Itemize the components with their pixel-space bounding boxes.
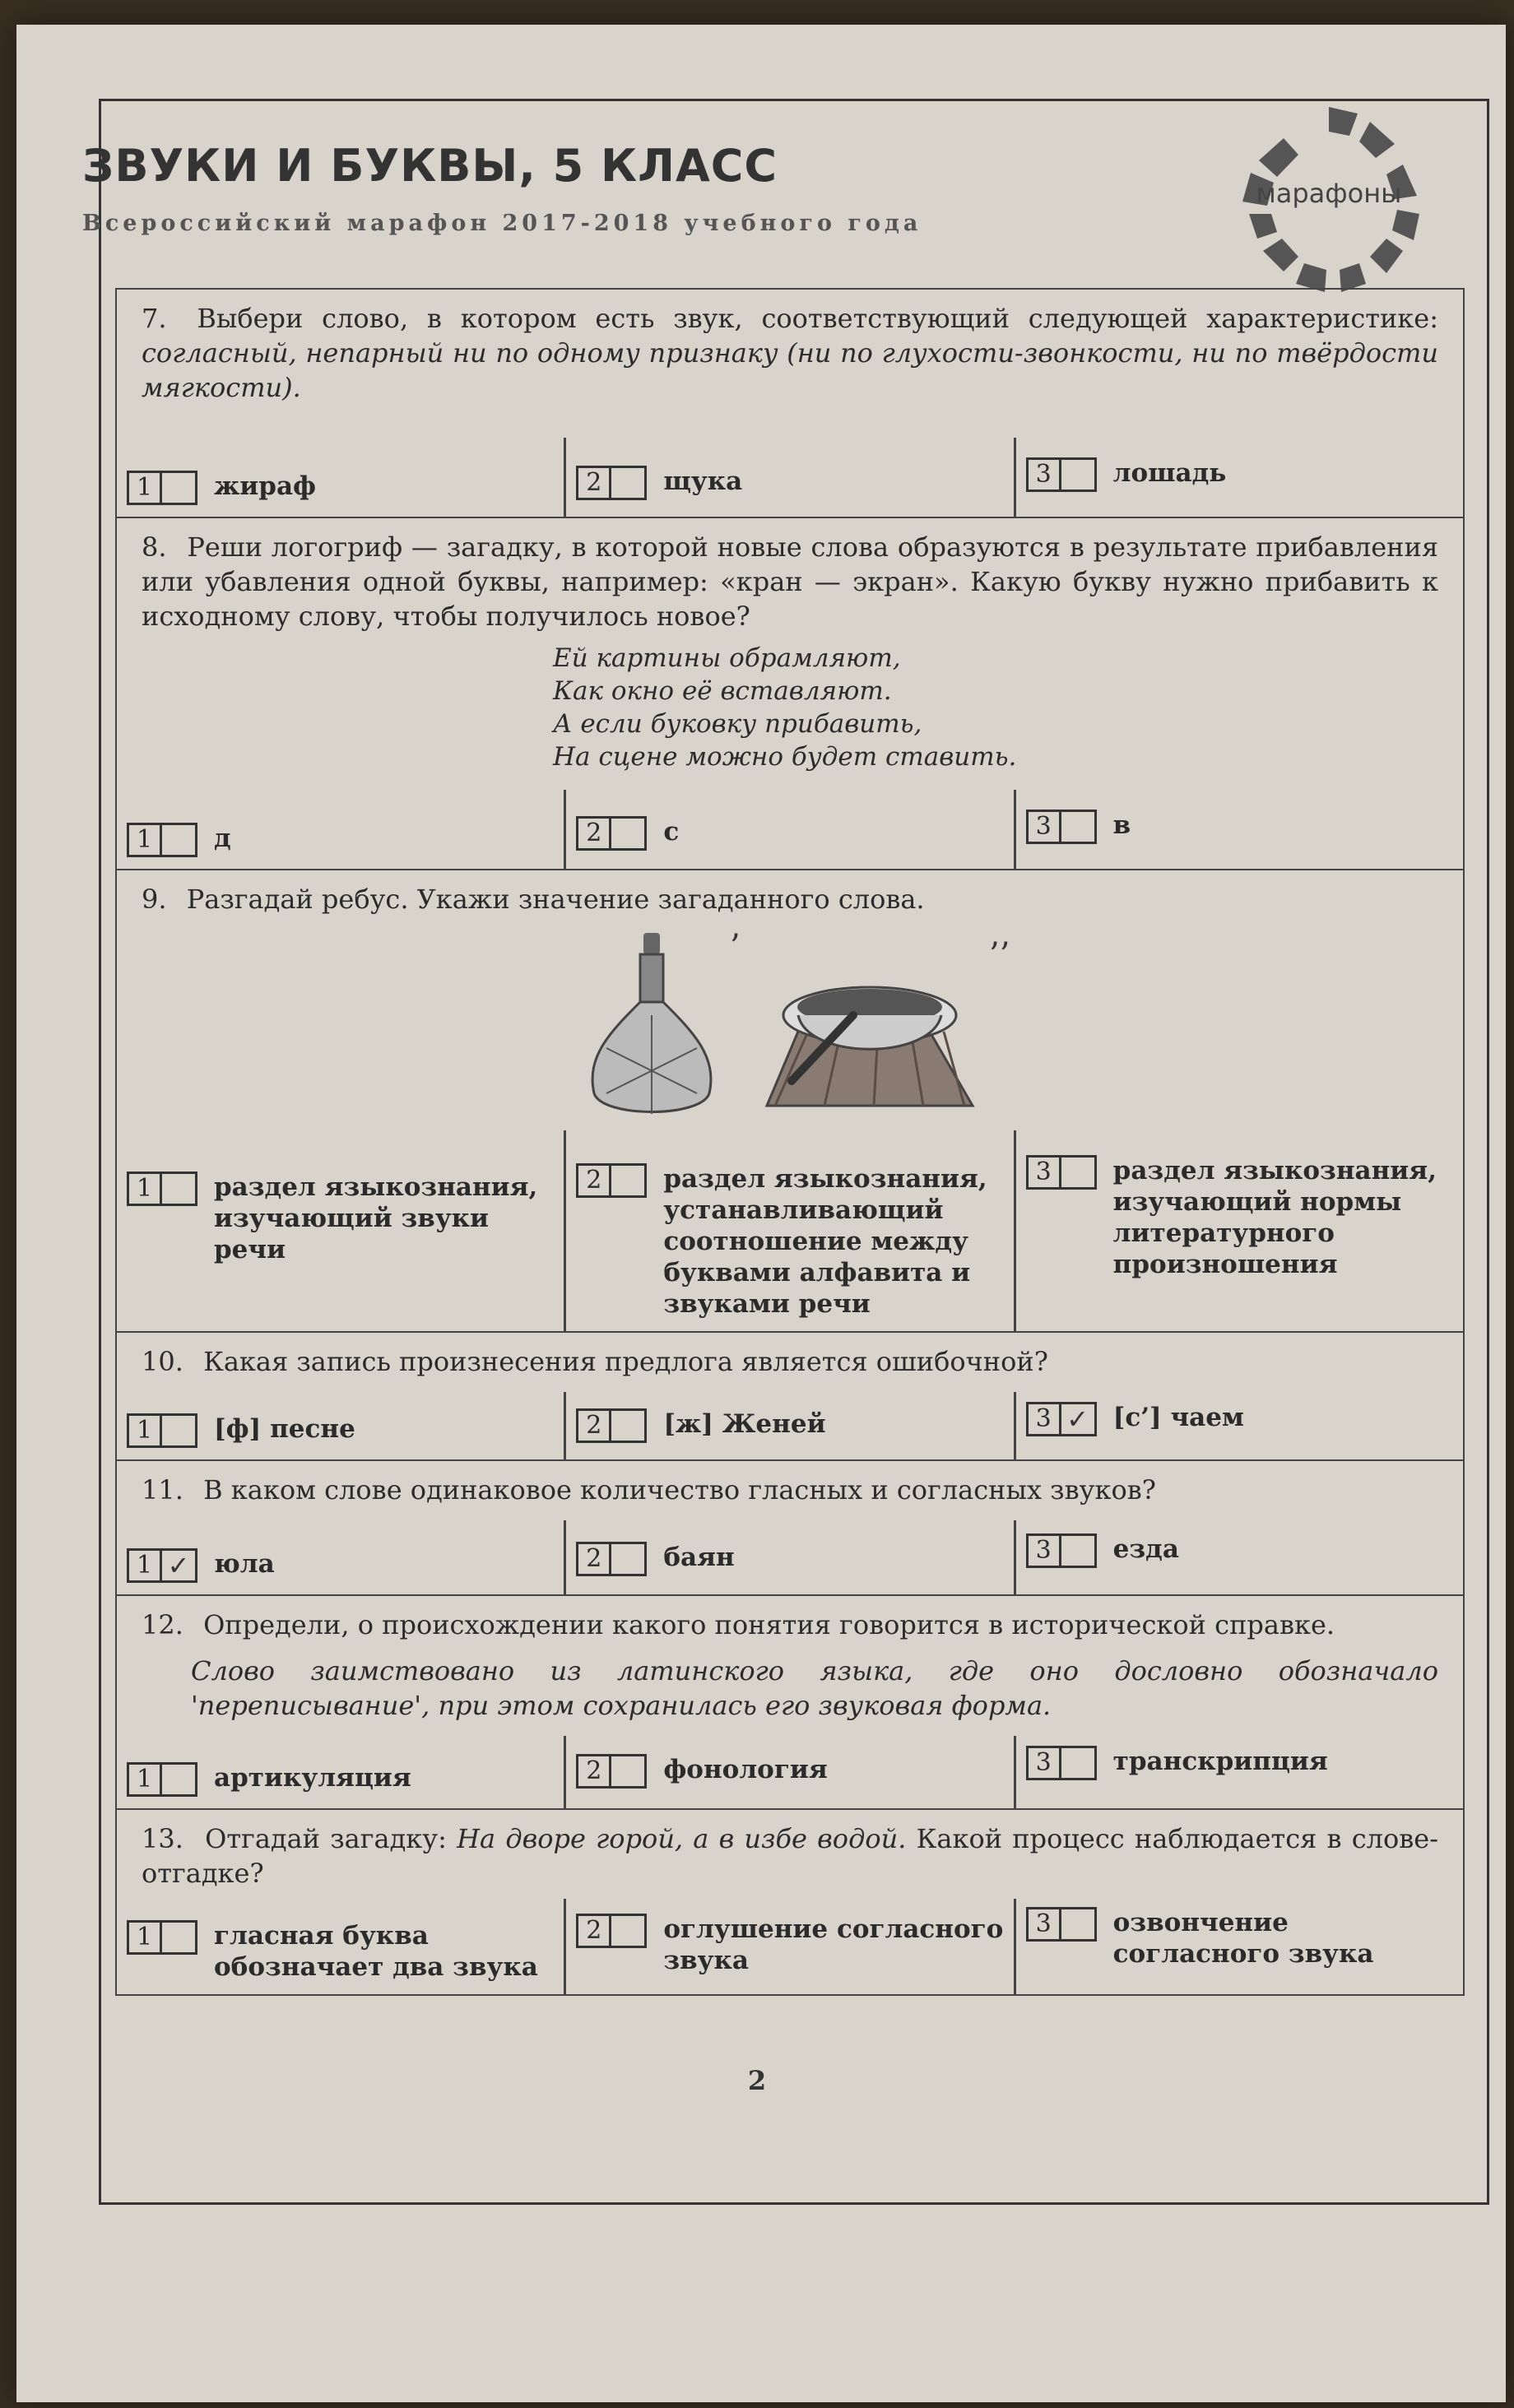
option-number: 3 xyxy=(1029,1748,1061,1778)
answer-option[interactable] xyxy=(117,790,564,869)
poem-line: Ей картины обрамляют, xyxy=(553,643,901,673)
option-label: лошадь xyxy=(1112,458,1227,488)
task-13 xyxy=(115,1808,1465,1996)
riddle-poem xyxy=(117,642,1463,773)
option-label: транскрипция xyxy=(1112,1747,1328,1776)
answer-checkbox[interactable] xyxy=(576,1754,647,1789)
option-number: 2 xyxy=(578,819,611,848)
check-mark xyxy=(611,1411,644,1441)
task-number: 11. xyxy=(142,1474,183,1506)
option-number: 1 xyxy=(129,825,162,855)
task-10 xyxy=(115,1331,1465,1459)
rebus-illustration xyxy=(117,916,1466,1130)
task-text: Выбери слово, в котором есть звук, соответствующий следующей характеристике: xyxy=(197,303,1439,334)
poem-line: А если буковку прибавить, xyxy=(553,709,922,739)
task-number: 8. xyxy=(142,531,167,563)
task-question xyxy=(117,518,1463,633)
answer-option[interactable] xyxy=(117,1520,564,1594)
page-subtitle: Всероссийский марафон 2017-2018 учебного года xyxy=(82,211,922,236)
option-number: 2 xyxy=(578,468,611,498)
option-label: [ж] Женей xyxy=(663,1409,826,1439)
task-question xyxy=(117,1461,1463,1507)
riddle-text: На дворе горой, а в избе водой. xyxy=(457,1823,907,1854)
answer-options xyxy=(117,1736,1463,1808)
option-label: езда xyxy=(1112,1534,1179,1564)
answer-checkbox[interactable] xyxy=(576,466,647,500)
answer-checkbox[interactable] xyxy=(1026,1155,1097,1190)
answer-checkbox[interactable] xyxy=(576,1408,647,1443)
task-number: 13. xyxy=(142,1823,183,1854)
answer-option[interactable] xyxy=(564,790,1013,869)
check-mark xyxy=(1061,1158,1094,1187)
task-text: Разгадай ребус. Укажи значение загаданного слова. xyxy=(186,884,925,915)
check-mark-icon: ✓ xyxy=(167,1550,190,1581)
answer-options xyxy=(117,790,1463,869)
answer-checkbox[interactable] xyxy=(1026,1402,1097,1436)
task-8 xyxy=(115,517,1465,869)
answer-option[interactable] xyxy=(564,1130,1013,1331)
option-number: 1 xyxy=(129,1923,162,1952)
check-mark xyxy=(611,1544,644,1574)
task-question xyxy=(117,1596,1463,1642)
task-text: В каком слове одинаковое количество гласных и согласных звуков? xyxy=(203,1474,1156,1506)
option-label: баян xyxy=(663,1543,735,1572)
answer-options xyxy=(117,1520,1463,1594)
task-text: Определи, о происхождении какого понятия говорится в исторической справке. xyxy=(203,1609,1335,1640)
check-mark-icon: ✓ xyxy=(1066,1404,1089,1435)
task-number: 7. xyxy=(142,303,167,334)
answer-options xyxy=(117,1899,1463,1994)
poem-line: На сцене можно будет ставить. xyxy=(553,742,1017,772)
check-mark xyxy=(611,819,644,848)
answer-checkbox[interactable] xyxy=(127,1172,197,1206)
answer-checkbox[interactable] xyxy=(1026,810,1097,844)
option-number: 3 xyxy=(1029,1404,1061,1434)
answer-option[interactable] xyxy=(117,1392,564,1459)
option-label: раздел языкознания, устанавливающий соотношение между буквами алфавита и звуками речи xyxy=(663,1164,987,1319)
option-label: в xyxy=(1112,810,1131,840)
option-number: 2 xyxy=(578,1544,611,1574)
answer-options xyxy=(117,1130,1463,1331)
task-number: 9. xyxy=(142,884,167,915)
option-label: оглушение согласного звука xyxy=(663,1914,1004,1975)
historical-note: Слово заимствовано из латинского языка, где оно дословно обозначало 'переписывание', при этом сохранилась его звуковая форма. xyxy=(191,1655,1438,1721)
task-number: 10. xyxy=(142,1346,183,1377)
answer-option[interactable] xyxy=(117,1899,564,1994)
check-mark xyxy=(162,825,195,855)
answer-checkbox[interactable] xyxy=(127,471,197,505)
rebus-picture xyxy=(117,916,1463,1130)
option-number: 1 xyxy=(129,473,162,503)
check-mark xyxy=(162,473,195,503)
answer-checkbox[interactable] xyxy=(576,1163,647,1198)
rebus-comma-mark: ’ xyxy=(730,928,741,966)
check-mark xyxy=(1061,1536,1094,1566)
option-label: раздел языкознания, изучающий звуки речи xyxy=(214,1172,538,1264)
answer-option[interactable] xyxy=(117,438,564,517)
option-number: 3 xyxy=(1029,460,1061,489)
option-label: озвончение согласного звука xyxy=(1112,1908,1374,1969)
check-mark xyxy=(162,1765,195,1794)
answer-checkbox[interactable] xyxy=(1026,1907,1097,1942)
task-text: Отгадай загадку: xyxy=(205,1823,447,1854)
answer-option[interactable] xyxy=(564,1392,1013,1459)
option-number: 3 xyxy=(1029,1158,1061,1187)
option-number: 3 xyxy=(1029,1536,1061,1566)
task-text: Реши логогриф — загадку, в которой новые слова образуются в результате прибавления или убавления одной буквы, например: «кран — экран». Какую букву нужно прибавить к исходному слову, чтобы получилось новое? xyxy=(142,531,1439,632)
option-number: 3 xyxy=(1029,812,1061,842)
option-label: д xyxy=(214,824,231,853)
marathon-logo xyxy=(1226,99,1432,304)
answer-checkbox[interactable] xyxy=(576,1542,647,1576)
page-header xyxy=(82,140,1399,280)
option-label: артикуляция xyxy=(214,1763,411,1793)
answer-checkbox[interactable] xyxy=(1026,1533,1097,1568)
task-7 xyxy=(115,288,1465,517)
bowl-of-grain-icon xyxy=(767,987,973,1106)
option-number: 1 xyxy=(129,1765,162,1794)
option-label: [с’] чаем xyxy=(1112,1403,1244,1432)
answer-option[interactable] xyxy=(1014,1392,1463,1459)
answer-option[interactable] xyxy=(564,1899,1013,1994)
option-label: с xyxy=(663,817,680,847)
task-text: Какая запись произнесения предлога является ошибочной? xyxy=(203,1346,1048,1377)
check-mark xyxy=(1061,1909,1094,1939)
answer-option[interactable] xyxy=(1014,438,1463,517)
rebus-double-comma-mark: ’’ xyxy=(989,936,1010,974)
answer-option[interactable] xyxy=(564,1520,1013,1594)
page-title: ЗВУКИ И БУКВЫ, 5 КЛАСС xyxy=(82,140,778,192)
check-mark xyxy=(1061,812,1094,842)
answer-option[interactable] xyxy=(564,438,1013,517)
option-number: 1 xyxy=(129,1174,162,1204)
option-number: 2 xyxy=(578,1916,611,1946)
check-mark xyxy=(162,1416,195,1445)
option-number: 1 xyxy=(129,1551,162,1580)
decanter-icon xyxy=(592,933,711,1114)
answer-option[interactable] xyxy=(1014,1520,1463,1594)
option-number: 2 xyxy=(578,1756,611,1786)
answer-option[interactable] xyxy=(1014,790,1463,869)
task-number: 12. xyxy=(142,1609,183,1640)
check-mark xyxy=(162,1174,195,1204)
task-text-italic: согласный, непарный ни по одному признаку (ни по глухости-звонкости, ни по твёрдости мягкости). xyxy=(142,337,1438,403)
answer-option[interactable] xyxy=(117,1130,564,1331)
answer-option[interactable] xyxy=(117,1736,564,1808)
option-number: 2 xyxy=(578,1411,611,1441)
task-question xyxy=(117,1333,1463,1379)
task-question xyxy=(117,1810,1463,1891)
answer-checkbox[interactable] xyxy=(1026,457,1097,492)
tasks-list xyxy=(115,288,1465,1996)
answer-option[interactable] xyxy=(1014,1736,1463,1808)
task-12 xyxy=(115,1594,1465,1808)
task-11 xyxy=(115,1459,1465,1594)
option-label: гласная буква обозначает два звука xyxy=(214,1921,538,1982)
answer-checkbox[interactable] xyxy=(127,823,197,857)
answer-option[interactable] xyxy=(1014,1899,1463,1994)
answer-checkbox[interactable] xyxy=(576,816,647,851)
task-question xyxy=(117,290,1463,405)
task-text-after: Какой процесс наблюдается в слове-отгадке? xyxy=(142,1823,1439,1889)
option-number: 2 xyxy=(578,1166,611,1195)
option-label: юла xyxy=(214,1549,275,1579)
option-label: [ф] песне xyxy=(214,1414,355,1444)
check-mark xyxy=(611,1916,644,1946)
option-label: фонология xyxy=(663,1755,828,1784)
option-label: щука xyxy=(663,466,743,496)
check-mark xyxy=(611,468,644,498)
option-label: жираф xyxy=(214,471,317,501)
task-9 xyxy=(115,869,1465,1331)
answer-option[interactable] xyxy=(564,1736,1013,1808)
check-mark xyxy=(611,1756,644,1786)
answer-options xyxy=(117,1392,1463,1459)
check-mark xyxy=(1061,1748,1094,1778)
answer-option[interactable] xyxy=(1014,1130,1463,1331)
logo-text: марафоны xyxy=(1256,178,1402,209)
answer-checkbox[interactable] xyxy=(127,1920,197,1955)
check-mark xyxy=(162,1923,195,1952)
answer-checkbox[interactable] xyxy=(1026,1746,1097,1780)
option-label: раздел языкознания, изучающий нормы литературного произношения xyxy=(1112,1156,1437,1279)
check-mark xyxy=(1061,460,1094,489)
poem-line: Как окно её вставляют. xyxy=(553,676,892,706)
answer-checkbox[interactable] xyxy=(127,1413,197,1448)
check-mark xyxy=(611,1166,644,1195)
option-number: 3 xyxy=(1029,1909,1061,1939)
answer-checkbox[interactable] xyxy=(127,1762,197,1797)
task-question xyxy=(117,870,1463,916)
answer-options xyxy=(117,438,1463,517)
answer-checkbox[interactable] xyxy=(576,1914,647,1948)
answer-checkbox[interactable] xyxy=(127,1548,197,1583)
page-number: 2 xyxy=(747,2065,767,2096)
option-number: 1 xyxy=(129,1416,162,1445)
